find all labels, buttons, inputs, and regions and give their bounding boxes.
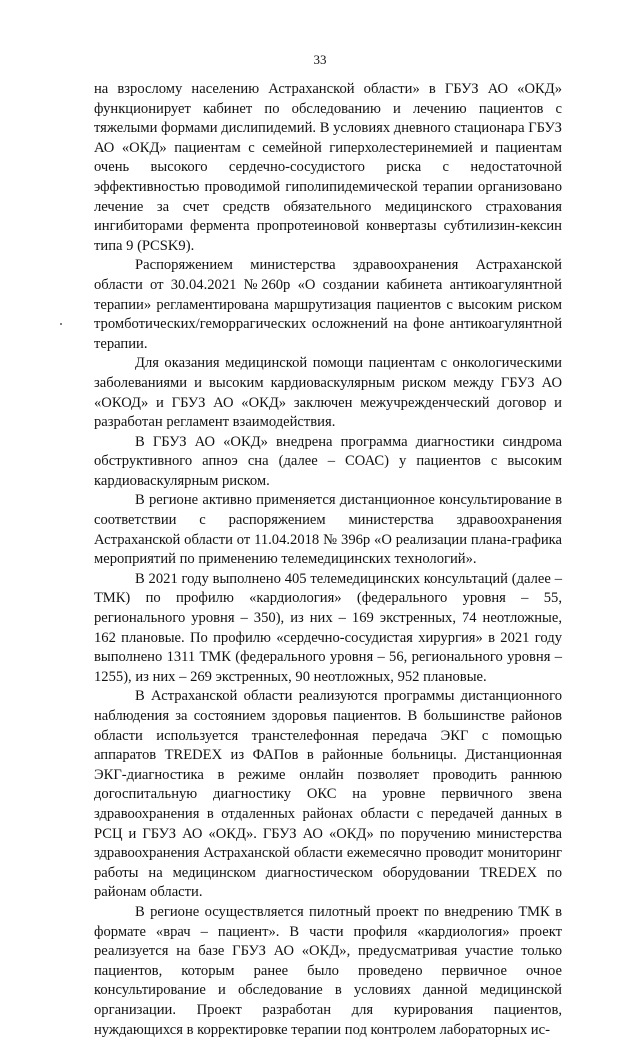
paragraph-5: В регионе активно применяется дистанционное консультирование в соответствии с распоряжением министерства здравоохранения Астраханской области от 11.04.2018 № 396р «О реализации плана-графика мероприятий по применению телемедицинских технологий». (94, 492, 562, 568)
paragraph-2: Распоряжением министерства здравоохранения Астраханской области от 30.04.2021 №260р «О создании кабинета антикоагулянтной терапии» регламентирована маршрутизация пациентов с высоким риском тромботических/геморрагических осложнений на фоне антикоагулянтной терапии. (94, 257, 562, 352)
paragraph-3: Для оказания медицинской помощи пациентам с онкологическими заболеваниями и высоким кардиоваскулярным риском между ГБУЗ АО «ОКОД» и ГБУЗ АО «ОКД» заключен межучрежденческий договор и разработан регламент взаимодействия. (94, 355, 562, 431)
page-number: 33 (313, 52, 327, 67)
paragraph-8: В регионе осуществляется пилотный проект по внедрению ТМК в формате «врач – пациент». В части профиля «кардиология» проект реализуется на базе ГБУЗ АО «ОКД», предусматривая участие только пациентов, которым ранее было проведено первичное очное консультирование и обследование в условиях данной медицинской организации. Проект разработан для курирования пациентов, нуждающихся в корректировке терапии под контролем лабораторных ис- (94, 903, 562, 1038)
paragraph-7: В Астраханской области реализуются программы дистанционного наблюдения за состоянием здоровья пациентов. В большинстве районов области используется транстелефонная передача ЭКГ с помощью аппаратов TREDEX из ФАПов в районные больницы. Дистанционная ЭКГ-диагностика в режиме онлайн позволяет проводить раннюю догоспитальную диагностику ОКС на уровне первичного звена здравоохранения в отдаленных районах области с передачей данных в РСЦ и ГБУЗ АО «ОКД». ГБУЗ АО «ОКД» по поручению министерства здравоохранения Астраханской области ежемесячно проводит мониторинг работы на медицинском диагностическом оборудовании TREDEX по районам области. (94, 688, 562, 901)
body-text (94, 80, 562, 1040)
margin-mark (60, 323, 62, 325)
paragraph-4: В ГБУЗ АО «ОКД» внедрена программа диагностики синдрома обструктивного апноэ сна (далее – СОАС) у пациентов с высоким кардиоваскулярным риском. (94, 433, 562, 489)
paragraph-6: В 2021 году выполнено 405 телемедицинских консультаций (далее – ТМК) по профилю «кардиология» (федерального уровня – 55, регионального уровня – 350), из них – 169 экстренных, 74 неотложные, 162 плановые. По профилю «сердечно-сосудистая хирургия» в 2021 году выполнено 1311 ТМК (федерального уровня – 56, регионального уровня – 1255), из них – 269 экстренных, 90 неотложных, 952 плановые. (94, 570, 562, 685)
paragraph-1: на взрослому населению Астраханской области» в ГБУЗ АО «ОКД» функционирует кабинет по обследованию и лечению пациентов с тяжелыми формами дислипидемий. В условиях дневного стационара ГБУЗ АО «ОКД» пациентам с семейной гиперхолестеринемией и пациентам очень высокого сердечно-сосудистого риска с недостаточной эффективностью проводимой гиполипидемической терапии организовано лечение за счет средств обязательного медицинского страхования ингибиторами фермента пропротеиновой конвертазы субтилизин-кексин типа 9 (PCSK9). (94, 81, 562, 254)
